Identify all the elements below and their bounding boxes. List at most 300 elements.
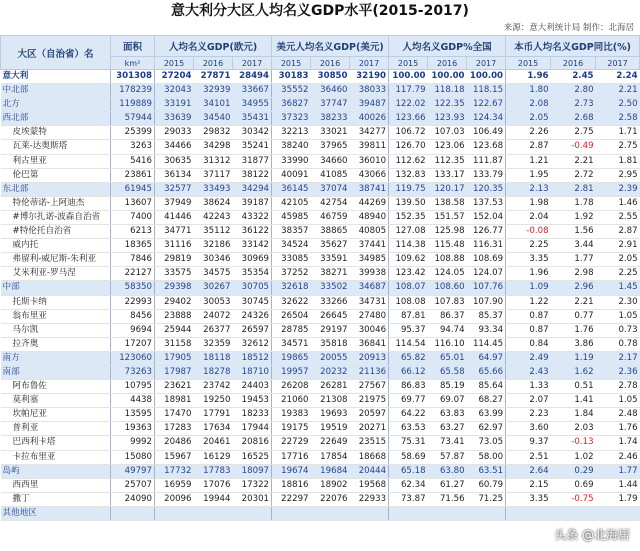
value-cell: 16129 [194, 450, 233, 464]
value-cell: -0.49 [551, 140, 596, 154]
value-cell: 33142 [233, 239, 272, 253]
value-cell: 123.06 [428, 140, 467, 154]
value-cell: 35818 [311, 337, 350, 351]
region-name: 南部 [1, 365, 111, 379]
value-cell: 31158 [155, 337, 194, 351]
value-cell: 93.34 [467, 323, 506, 337]
value-cell: 37117 [194, 168, 233, 182]
header-year: 2017 [233, 57, 272, 70]
value-cell: 2.36 [596, 365, 640, 379]
value-cell: 0.73 [596, 323, 640, 337]
value-cell: 2.21 [551, 295, 596, 309]
header-eur: 人均名义GDP(欧元) [155, 36, 272, 57]
value-cell: 1.96 [506, 267, 551, 281]
region-name: 中北部 [1, 84, 111, 98]
value-cell: 2.78 [596, 380, 640, 394]
table-row [1, 365, 640, 379]
value-cell: 3.35 [506, 253, 551, 267]
value-cell: 28785 [272, 323, 311, 337]
value-cell: 30969 [233, 253, 272, 267]
value-cell: 21975 [350, 394, 389, 408]
value-cell: 20913 [350, 351, 389, 365]
table-row [1, 450, 640, 464]
value-cell: 41446 [155, 210, 194, 224]
value-cell: 2.21 [596, 84, 640, 98]
value-cell: 20301 [233, 492, 272, 506]
value-cell: 29819 [155, 253, 194, 267]
value-cell: 19383 [272, 408, 311, 422]
value-cell: 3.86 [551, 337, 596, 351]
value-cell: 32190 [350, 70, 389, 84]
value-cell: 33191 [155, 98, 194, 112]
value-cell: 34985 [350, 253, 389, 267]
table-row [1, 182, 640, 196]
value-cell: 23742 [194, 380, 233, 394]
region-name: 拉齐奥 [1, 337, 111, 351]
value-cell: 37441 [350, 239, 389, 253]
value-cell: 32213 [272, 126, 311, 140]
table-row [1, 422, 640, 436]
region-name: 阿布鲁佐 [1, 380, 111, 394]
table-row [1, 309, 640, 323]
value-cell: 30046 [350, 323, 389, 337]
value-cell: 2.39 [596, 182, 640, 196]
value-cell: 0.77 [551, 309, 596, 323]
value-cell: 124.05 [428, 267, 467, 281]
header-area-unit: km² [111, 57, 155, 70]
value-cell: 122.35 [428, 98, 467, 112]
value-cell: 30850 [311, 70, 350, 84]
value-cell: 117.79 [389, 84, 428, 98]
value-cell: 2.30 [596, 295, 640, 309]
value-cell: 151.57 [428, 210, 467, 224]
value-cell [272, 506, 311, 520]
value-cell: 16959 [155, 478, 194, 492]
value-cell: 40091 [272, 168, 311, 182]
header-year: 2015 [389, 57, 428, 70]
value-cell: 38357 [272, 225, 311, 239]
table-row [1, 478, 640, 492]
value-cell: 120.35 [467, 182, 506, 196]
value-cell: 2.46 [596, 450, 640, 464]
value-cell: 2.15 [506, 478, 551, 492]
value-cell: 2.75 [596, 140, 640, 154]
value-cell: 24403 [233, 380, 272, 394]
value-cell: 26377 [194, 323, 233, 337]
value-cell: 20597 [350, 408, 389, 422]
value-cell: 123.68 [467, 140, 506, 154]
value-cell: 45985 [272, 210, 311, 224]
value-cell: 1.19 [551, 351, 596, 365]
value-cell: 43066 [350, 168, 389, 182]
value-cell: 38122 [233, 168, 272, 182]
value-cell: 36460 [311, 84, 350, 98]
value-cell: 2.73 [551, 98, 596, 112]
value-cell: 2.13 [506, 182, 551, 196]
value-cell: 85.19 [428, 380, 467, 394]
value-cell: 63.80 [428, 464, 467, 478]
value-cell: 109.62 [389, 253, 428, 267]
value-cell [233, 506, 272, 520]
area-cell: 19363 [111, 422, 155, 436]
value-cell: 2.17 [596, 351, 640, 365]
value-cell: 19674 [272, 464, 311, 478]
value-cell: 65.01 [428, 351, 467, 365]
value-cell: 107.83 [428, 295, 467, 309]
value-cell: 30745 [233, 295, 272, 309]
region-name: 中部 [1, 281, 111, 295]
value-cell: 19250 [194, 394, 233, 408]
value-cell: 75.31 [389, 436, 428, 450]
value-cell: 29398 [155, 281, 194, 295]
value-cell: 65.58 [428, 365, 467, 379]
region-name: 普利亚 [1, 422, 111, 436]
value-cell: 36010 [350, 154, 389, 168]
value-cell: 34731 [350, 295, 389, 309]
value-cell: 30267 [194, 281, 233, 295]
area-cell: 178239 [111, 84, 155, 98]
value-cell [389, 506, 428, 520]
value-cell: 1.96 [506, 70, 551, 84]
value-cell: 16525 [233, 450, 272, 464]
value-cell: 20232 [311, 365, 350, 379]
region-name: 瓦莱-达奥斯塔 [1, 140, 111, 154]
value-cell: 30705 [233, 281, 272, 295]
value-cell: 118.18 [428, 84, 467, 98]
value-cell: 42105 [272, 196, 311, 210]
value-cell: 2.58 [596, 112, 640, 126]
value-cell: 18512 [233, 351, 272, 365]
value-cell: 22729 [272, 436, 311, 450]
value-cell: 20461 [194, 436, 233, 450]
value-cell: 0.51 [551, 380, 596, 394]
value-cell: 17791 [194, 408, 233, 422]
value-cell: 36827 [272, 98, 311, 112]
value-cell: 57.87 [428, 450, 467, 464]
value-cell: 2.21 [551, 154, 596, 168]
value-cell: 2.24 [596, 70, 640, 84]
value-cell: 1.46 [596, 196, 640, 210]
value-cell: 115.48 [428, 239, 467, 253]
table-row [1, 253, 640, 267]
value-cell: 22933 [350, 492, 389, 506]
value-cell: 2.87 [596, 225, 640, 239]
area-cell: 73263 [111, 365, 155, 379]
region-name: 特伦蒂诺-上阿迪杰 [1, 196, 111, 210]
value-cell: 17944 [233, 422, 272, 436]
value-cell: 36145 [272, 182, 311, 196]
value-cell: 1.77 [551, 253, 596, 267]
value-cell: 30635 [155, 154, 194, 168]
value-cell: 2.98 [551, 267, 596, 281]
value-cell [596, 506, 640, 520]
value-cell: 1.71 [596, 126, 640, 140]
value-cell: 0.87 [506, 323, 551, 337]
value-cell: 24072 [194, 309, 233, 323]
area-cell: 61945 [111, 182, 155, 196]
value-cell: 32043 [155, 84, 194, 98]
area-cell: 301308 [111, 70, 155, 84]
table-row [1, 98, 640, 112]
value-cell: 37074 [311, 182, 350, 196]
value-cell: 2.04 [506, 210, 551, 224]
region-name: 意大利 [1, 70, 111, 84]
value-cell: 60.79 [467, 478, 506, 492]
value-cell: 38741 [350, 182, 389, 196]
value-cell: 18981 [155, 394, 194, 408]
value-cell: 43322 [233, 210, 272, 224]
value-cell: 34571 [272, 337, 311, 351]
header-year: 2015 [506, 57, 551, 70]
region-name: 利古里亚 [1, 154, 111, 168]
value-cell: 108.07 [389, 281, 428, 295]
value-cell: 37949 [155, 196, 194, 210]
value-cell: 41085 [311, 168, 350, 182]
header-year: 2015 [272, 57, 311, 70]
header-year: 2016 [551, 57, 596, 70]
value-cell [155, 506, 194, 520]
value-cell: 36122 [233, 225, 272, 239]
area-cell: 24090 [111, 492, 155, 506]
area-cell: 18365 [111, 239, 155, 253]
value-cell: 27204 [155, 70, 194, 84]
area-cell: 25707 [111, 478, 155, 492]
value-cell: 2.55 [596, 210, 640, 224]
region-name: 托斯卡纳 [1, 295, 111, 309]
value-cell: 1.77 [596, 464, 640, 478]
value-cell: 27480 [350, 309, 389, 323]
value-cell: 3.60 [506, 422, 551, 436]
value-cell: 34277 [350, 126, 389, 140]
value-cell: 123.42 [389, 267, 428, 281]
value-cell: 32622 [272, 295, 311, 309]
area-cell: 9694 [111, 323, 155, 337]
header-year: 2016 [311, 57, 350, 70]
region-name: 西北部 [1, 112, 111, 126]
table-row [1, 140, 640, 154]
area-cell: 22127 [111, 267, 155, 281]
value-cell: 63.99 [467, 408, 506, 422]
region-name: 莫利塞 [1, 394, 111, 408]
area-cell: 119889 [111, 98, 155, 112]
value-cell: 33667 [233, 84, 272, 98]
watermark: 头条 @北海居 [554, 528, 630, 542]
value-cell: 73.41 [428, 436, 467, 450]
value-cell [467, 506, 506, 520]
table-row [1, 154, 640, 168]
value-cell: 1.84 [551, 408, 596, 422]
value-cell: 9.37 [506, 436, 551, 450]
value-cell [194, 506, 233, 520]
value-cell: 127.08 [389, 225, 428, 239]
value-cell: 1.45 [596, 281, 640, 295]
table-row [1, 84, 640, 98]
region-name: 南方 [1, 351, 111, 365]
value-cell: 2.43 [506, 365, 551, 379]
area-cell: 25399 [111, 126, 155, 140]
value-cell: 26281 [311, 380, 350, 394]
value-cell: 32612 [233, 337, 272, 351]
value-cell: 114.54 [389, 337, 428, 351]
value-cell: 0.84 [506, 337, 551, 351]
area-cell: 3263 [111, 140, 155, 154]
gdp-table [0, 35, 640, 521]
value-cell: 3.35 [506, 492, 551, 506]
value-cell: 1.09 [506, 281, 551, 295]
value-cell: 108.60 [428, 281, 467, 295]
value-cell: 27871 [194, 70, 233, 84]
value-cell: 23888 [155, 309, 194, 323]
value-cell: 17783 [194, 464, 233, 478]
value-cell: 18816 [272, 478, 311, 492]
region-name: 威内托 [1, 239, 111, 253]
value-cell: 86.37 [428, 309, 467, 323]
value-cell: 34298 [194, 140, 233, 154]
value-cell: 106.49 [467, 126, 506, 140]
value-cell [506, 506, 551, 520]
value-cell: 61.27 [428, 478, 467, 492]
value-cell: 132.83 [389, 168, 428, 182]
value-cell: 0.29 [551, 464, 596, 478]
value-cell: 66.12 [389, 365, 428, 379]
region-name: 岛屿 [1, 464, 111, 478]
value-cell: 26208 [272, 380, 311, 394]
value-cell: 2.45 [551, 70, 596, 84]
table-row [1, 394, 640, 408]
value-cell: 36134 [155, 168, 194, 182]
value-cell: 26504 [272, 309, 311, 323]
value-cell: 139.50 [389, 196, 428, 210]
value-cell: 20055 [311, 351, 350, 365]
value-cell: 1.44 [596, 478, 640, 492]
value-cell: 2.64 [506, 464, 551, 478]
value-cell: 33493 [194, 182, 233, 196]
value-cell: -0.08 [506, 225, 551, 239]
value-cell: 34955 [233, 98, 272, 112]
value-cell: 85.64 [467, 380, 506, 394]
value-cell: 35431 [233, 112, 272, 126]
value-cell: 73.05 [467, 436, 506, 450]
table-row [1, 337, 640, 351]
value-cell: 125.98 [428, 225, 467, 239]
value-cell: 152.04 [467, 210, 506, 224]
value-cell: 1.05 [596, 394, 640, 408]
value-cell: 63.83 [428, 408, 467, 422]
value-cell: 1.02 [551, 450, 596, 464]
table-row [1, 464, 640, 478]
region-name: 弗留利-威尼斯-朱利亚 [1, 253, 111, 267]
value-cell: 34575 [194, 267, 233, 281]
value-cell: 20486 [155, 436, 194, 450]
value-cell: 21136 [350, 365, 389, 379]
value-cell: 58.69 [389, 450, 428, 464]
value-cell: 22076 [311, 492, 350, 506]
value-cell: 31312 [194, 154, 233, 168]
value-cell: 133.79 [467, 168, 506, 182]
value-cell: 100.00 [428, 70, 467, 84]
value-cell: 108.69 [467, 253, 506, 267]
value-cell: 0.69 [551, 478, 596, 492]
region-name: 撒丁 [1, 492, 111, 506]
area-cell: 6213 [111, 225, 155, 239]
value-cell: 2.08 [506, 98, 551, 112]
value-cell: 19175 [272, 422, 311, 436]
value-cell: 138.58 [428, 196, 467, 210]
value-cell: 28494 [233, 70, 272, 84]
region-name: 马尔凯 [1, 323, 111, 337]
value-cell: 69.77 [389, 394, 428, 408]
value-cell: 39487 [350, 98, 389, 112]
value-cell: 65.66 [467, 365, 506, 379]
value-cell: 21060 [272, 394, 311, 408]
value-cell: 2.95 [596, 168, 640, 182]
value-cell: 27567 [350, 380, 389, 394]
value-cell: 19865 [272, 351, 311, 365]
region-name: 伦巴第 [1, 168, 111, 182]
value-cell: 18668 [350, 450, 389, 464]
value-cell: 62.34 [389, 478, 428, 492]
region-name: 西西里 [1, 478, 111, 492]
value-cell: 124.07 [467, 267, 506, 281]
value-cell: 137.53 [467, 196, 506, 210]
value-cell: 2.96 [551, 281, 596, 295]
area-cell: 123060 [111, 351, 155, 365]
value-cell: 26597 [233, 323, 272, 337]
region-name: 翁布里亚 [1, 309, 111, 323]
value-cell: 1.95 [506, 168, 551, 182]
value-cell: 37965 [311, 140, 350, 154]
value-cell: 19693 [311, 408, 350, 422]
value-cell: 42754 [311, 196, 350, 210]
table-row [1, 436, 640, 450]
area-cell [111, 506, 155, 520]
value-cell: 44269 [350, 196, 389, 210]
area-cell: 22993 [111, 295, 155, 309]
area-cell: 8456 [111, 309, 155, 323]
value-cell: 68.27 [467, 394, 506, 408]
value-cell: 18233 [233, 408, 272, 422]
value-cell: 22297 [272, 492, 311, 506]
value-cell: 17854 [311, 450, 350, 464]
region-name: 巴西利卡塔 [1, 436, 111, 450]
value-cell: 30053 [194, 295, 233, 309]
value-cell: 30183 [272, 70, 311, 84]
value-cell: 122.67 [467, 98, 506, 112]
value-cell: -0.75 [551, 492, 596, 506]
value-cell: 21308 [311, 394, 350, 408]
value-cell: 35354 [233, 267, 272, 281]
table-row [1, 168, 640, 182]
value-cell: 65.82 [389, 351, 428, 365]
value-cell: 34540 [194, 112, 233, 126]
value-cell: 24326 [233, 309, 272, 323]
value-cell: 19453 [233, 394, 272, 408]
header-usd: 美元人均名义GDP(美元) [272, 36, 389, 57]
value-cell: 33085 [272, 253, 311, 267]
value-cell: 17732 [155, 464, 194, 478]
value-cell: 34101 [194, 98, 233, 112]
value-cell: 1.80 [506, 84, 551, 98]
value-cell: 107.90 [467, 295, 506, 309]
table-row [1, 126, 640, 140]
value-cell: 107.03 [428, 126, 467, 140]
table-row [1, 112, 640, 126]
value-cell: 85.37 [467, 309, 506, 323]
area-cell: 13607 [111, 196, 155, 210]
value-cell: 17470 [155, 408, 194, 422]
table-row [1, 210, 640, 224]
value-cell: 29402 [155, 295, 194, 309]
